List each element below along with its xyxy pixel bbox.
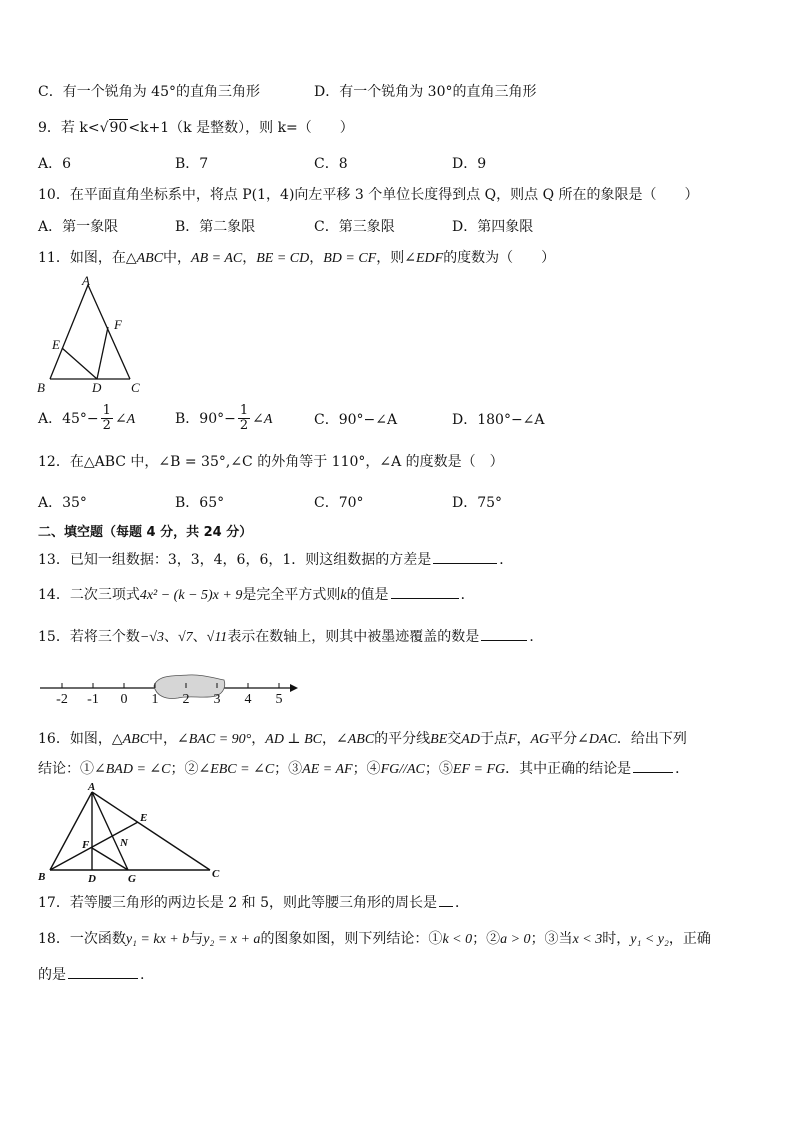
axis-tick-label: 0 [120,692,128,707]
q9-option-c: C．8 [314,156,348,172]
q8-option-d: D．有一个锐角为 30°的直角三角形 [314,84,537,100]
segment-ed [62,348,97,379]
q18-text: ，正确 [668,931,711,947]
q18-function-1: y₁ = kx + b [125,932,190,947]
q16-math: EF = FG [452,762,506,777]
q18-conclusion-3: x < 3 [572,932,603,947]
answer-blank[interactable] [633,772,673,773]
q15-number-3: √11 [206,630,228,645]
q16-math: AD [461,732,480,747]
q12-option-b: B．65° [175,495,225,511]
q16-text: ．其中正确的结论是 [505,761,632,777]
q9-prefix: 9．若 k< [38,120,100,136]
q11-option-d: D．180°−∠A [452,412,545,428]
q10-stem: 10．在平面直角坐标系中，将点 P(1，4)向左平移 3 个单位长度得到点 Q，则点 Q 所在的象限是（ ） [38,187,699,203]
axis-tick-label: -2 [56,692,68,707]
q10-option-b: B．第二象限 [175,219,256,235]
side-ab [50,285,88,379]
answer-blank[interactable] [439,906,453,907]
fraction [101,404,113,434]
q14-expression: 4x² − (k − 5)x + 9 [139,588,243,603]
q11-text: ，则 [376,250,405,266]
q14-text: 14．二次三项式 [38,587,140,603]
q18-line1 [38,932,711,947]
q14-variable: k [340,588,347,603]
q11-condition-1: AB = AC [191,251,243,266]
denominator: 2 [102,418,111,434]
axis-tick-label: 3 [213,692,221,707]
label-b: B [37,380,45,395]
q18-text: 的图象如图，则下列结论：① [260,931,443,947]
q13-end: ． [499,552,514,568]
q16-math: AG [530,732,550,747]
q11-text: ， [242,250,257,266]
q12-option-a: A．35° [38,495,87,511]
q16-text: ；③ [274,761,303,777]
arrow-head-icon [290,684,298,692]
section-heading: 二、填空题（每题 4 分，共 24 分） [38,525,253,540]
label-f: F [114,317,122,332]
q11-option-a-angle: ∠A [114,411,136,427]
q16-text: 结论：① [38,761,94,777]
answer-blank[interactable] [68,978,138,979]
q17-text: 17．若等腰三角形的两边长是 2 和 5，则此等腰三角形的周长是 [38,895,437,911]
fraction [238,404,250,434]
q16-math: AD ⊥ BC [265,732,322,747]
q18-line2 [38,968,144,982]
q9-option-a: A．6 [38,156,72,172]
q16-text: ；② [170,761,199,777]
q16-text: 的平分线 [374,731,431,747]
q18-text: 与 [189,931,204,947]
q9-option-d: D．9 [452,156,487,172]
axis-tick-label: 5 [275,692,283,707]
q18-text: ；② [472,931,501,947]
q16-math: △ABC [111,732,150,747]
q11-stem [38,251,555,266]
q11-condition-2: BE = CD [256,251,310,266]
numerator: 1 [239,403,249,418]
q16-math: F [507,732,517,747]
q18-conclusion-1: k < 0 [442,932,473,947]
q18-conclusion-4: y₁ < y₂ [630,932,669,947]
q11-condition-3: BD = CF [323,251,377,266]
q11-text: ， [309,250,324,266]
q11-triangle-figure [34,275,154,395]
q16-text: ；⑤ [424,761,453,777]
q14-stem [38,588,475,603]
q16-math: ∠ABC [335,732,375,747]
label-f: F [82,839,90,851]
q18-conclusion-2: a > 0 [500,932,531,947]
numerator: 1 [102,403,111,418]
q11-option-b-angle: ∠A [252,411,273,427]
q18-text: ；③当 [530,931,573,947]
q18-text: 18．一次函数 [38,931,126,947]
q11-option-a [38,404,135,434]
q18-end: . [140,967,145,983]
q16-line2 [38,762,689,777]
label-c: C [131,380,140,395]
q15-separator: 、 [163,629,178,645]
label-e: E [52,337,60,352]
q12-option-c: C．70° [314,495,364,511]
label-b: B [38,871,46,883]
label-d: D [88,873,96,885]
q15-text: 表示在数轴上，则其中被墨迹覆盖的数是 [227,629,480,645]
answer-blank[interactable] [481,640,527,641]
q15-text: 15．若将三个数 [38,629,140,645]
q10-option-c: C．第三象限 [314,219,395,235]
q16-line1 [38,732,687,747]
q12-stem: 12．在△ABC 中，∠B = 35°,∠C 的外角等于 110°，∠A 的度数是（ ） [38,454,504,470]
q11-triangle: △ABC [125,251,164,266]
q9-option-b: B．7 [175,156,209,172]
q18-function-2: y₂ = x + a [203,932,261,947]
q8-option-c: C．有一个锐角为 45°的直角三角形 [38,84,260,100]
side-ac [88,285,130,379]
q16-math: AE = AF [302,762,353,777]
label-n: N [120,837,128,849]
answer-blank[interactable] [433,563,497,564]
label-c: C [212,868,220,880]
q11-angle: ∠EDF [404,251,444,266]
label-a: A [88,781,96,793]
axis-tick-label: -1 [87,692,99,707]
q14-end: ． [460,587,475,603]
q16-text: ， [516,731,531,747]
q18-text: 的是 [38,967,66,983]
q11-option-c: C．90°−∠A [314,412,398,428]
q16-text: ， [251,731,266,747]
q13-text: 13．已知一组数据：3，3，4，6，6，1．则这组数据的方差是 [38,552,432,568]
q11-text: 11．如图，在 [38,250,126,266]
q16-math: ∠EBC = ∠C [198,762,275,777]
q11-option-a-prefix: A．45°− [38,410,99,427]
label-a: A [82,273,90,288]
axis-tick-label: 2 [182,692,190,707]
q16-end: ． [675,761,690,777]
denominator: 2 [239,418,249,434]
q14-text: 的值是 [346,587,389,603]
q15-number-2: √7 [177,630,193,645]
label-e: E [140,812,148,824]
q16-text: ．给出下列 [616,731,687,747]
q16-math: ∠DAC [577,732,617,747]
q10-option-d: D．第四象限 [452,219,534,235]
q16-text: 平分 [549,731,578,747]
answer-blank[interactable] [391,598,459,599]
q16-text: 于点 [479,731,508,747]
number-line-figure [40,668,310,708]
q11-option-b-prefix: B．90°− [175,410,236,427]
q16-text: ， [321,731,336,747]
q15-number-1: −√3 [139,630,164,645]
q9-radicand: 90 [109,120,128,136]
q16-text: 交 [447,731,462,747]
segment-df [97,327,108,379]
axis-tick-label: 1 [151,692,159,707]
q14-text: 是完全平方式则 [242,587,341,603]
q15-separator: 、 [192,629,207,645]
sqrt-symbol: √ [99,120,109,136]
q9-stem [38,121,354,135]
q17-stem [38,896,469,910]
axis-tick-label: 4 [244,692,252,707]
q16-text: 16．如图， [38,731,112,747]
q16-math: BE [430,732,448,747]
q15-end: ． [529,629,544,645]
q16-math: FG//AC [380,762,425,777]
q16-text: ；④ [352,761,381,777]
q17-end: ． [454,895,469,911]
label-d: D [92,380,102,395]
q9-suffix: <k+1（k 是整数），则 k=（ ） [128,120,354,136]
q10-option-a: A．第一象限 [38,219,119,235]
q18-text: 时， [602,931,631,947]
q13-stem [38,553,513,567]
q16-triangle-figure [34,781,234,885]
q11-option-b [175,404,272,434]
q12-option-d: D．75° [452,495,503,511]
q11-text: 中， [163,250,192,266]
q16-math: ∠BAD = ∠C [94,762,171,777]
label-g: G [128,873,136,885]
q16-math: ∠BAC = 90° [177,732,252,747]
q15-stem [38,630,543,645]
q11-text: 的度数为（ ） [443,250,556,266]
q16-text: 中， [149,731,178,747]
